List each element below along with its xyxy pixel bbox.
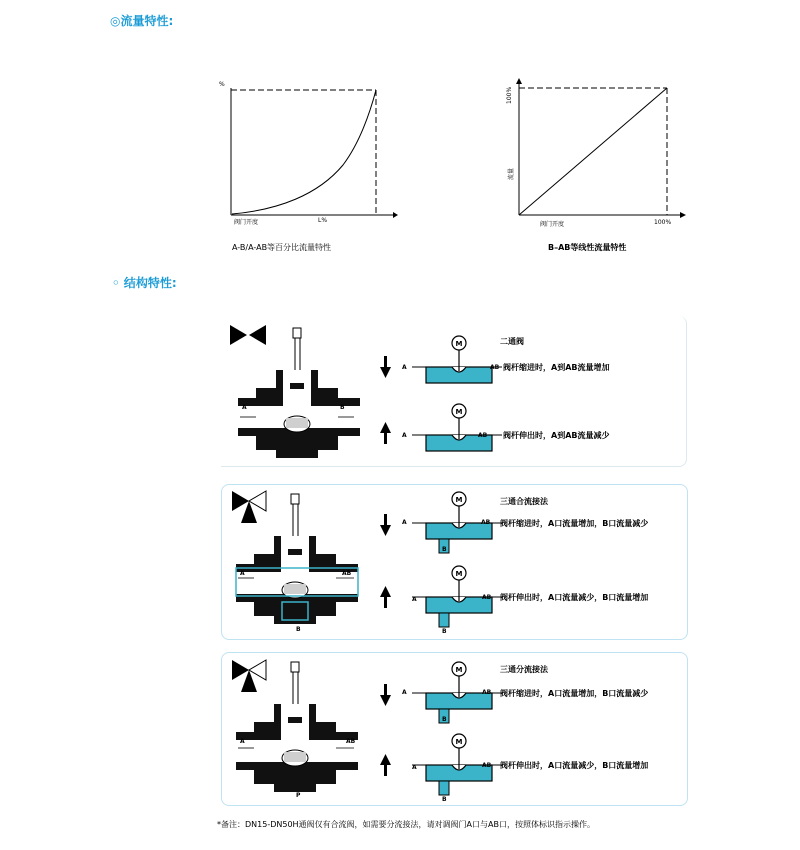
x-axis-arrow xyxy=(393,212,398,218)
stem-retract-arrow xyxy=(380,514,392,536)
stem-extend-arrow xyxy=(380,754,392,776)
panel1-port-b: B xyxy=(340,404,345,411)
panel2-port-a: A xyxy=(240,570,245,577)
panel3-port-ab: AB xyxy=(346,738,356,745)
panel2-row1-schematic xyxy=(412,496,502,566)
panel1-row2-text: 阀杆伸出时，A到AB流量减少 xyxy=(503,431,610,440)
structure-characteristics-heading: ◦ 结构特性: xyxy=(112,276,177,290)
right-chart-caption: B–AB等线性流量特性 xyxy=(548,243,627,252)
panel2-row2-in-label: A xyxy=(412,596,417,603)
panel3-row2-text: 阀杆伸出时，A口流量减少，B口流量增加 xyxy=(500,761,649,770)
right-chart-y-mid-label: 流量 xyxy=(508,167,515,180)
panel1-row2-in-label: A xyxy=(402,432,407,439)
panel1-port-a: A xyxy=(242,404,247,411)
panel3-row1-schematic xyxy=(412,666,502,736)
linear-chart xyxy=(512,78,692,218)
panel1-row1-schematic xyxy=(412,340,502,400)
panel1-row1-text: 阀杆缩进时，A到AB流量增加 xyxy=(503,363,610,372)
equal-percentage-chart xyxy=(218,80,398,220)
panel2-row2-text: 阀杆伸出时，A口流量减少，B口流量增加 xyxy=(500,593,649,602)
panel2-port-b: B xyxy=(296,626,301,633)
panel3-port-a: A xyxy=(240,738,245,745)
panel3-row1-text: 阀杆缩进时，A口流量增加，B口流量减少 xyxy=(500,689,649,698)
panel3-row2-out-label: AB xyxy=(482,762,492,769)
linear-line xyxy=(519,88,667,215)
panel2-port-ab: AB xyxy=(342,570,352,577)
stem-retract-arrow xyxy=(380,356,392,378)
x-axis-arrow xyxy=(680,212,686,218)
panel2-row1-bottom-label: B xyxy=(442,546,447,553)
right-chart-x-end-label: 100% xyxy=(654,219,672,226)
right-chart-x-label: 阀门开度 xyxy=(540,221,565,228)
panel3-row2-schematic xyxy=(412,738,502,808)
panel3-port-p: P xyxy=(296,792,301,799)
three-way-diverting-section xyxy=(236,662,366,802)
panel3-row1-in-label: A xyxy=(402,689,407,696)
panel2-row1-text: 阀杆缩进时，A口流量增加，B口流量减少 xyxy=(500,519,649,528)
panel1-row2-out-label: AB xyxy=(478,432,488,439)
panel3-title: 三通分流接法 xyxy=(500,665,548,674)
panel1-row2-schematic xyxy=(412,408,502,468)
panel2-row1-out-label: AB xyxy=(481,519,491,526)
panel2-row2-out-label: AB xyxy=(482,594,492,601)
footnote: *备注：DN15-DN50H通阀仅有合流阀，如需要分流接法，请对调阀门A口与AB口，按照体标识指示操作。 xyxy=(217,820,595,829)
stem-extend-arrow xyxy=(380,422,392,444)
panel2-row2-bottom-label: B xyxy=(442,628,447,635)
panel2-title: 三通合流接法 xyxy=(500,497,548,506)
panel2-row2-schematic xyxy=(412,570,502,640)
right-chart-y-label: 100% xyxy=(506,86,513,104)
panel2-row1-in-label: A xyxy=(402,519,407,526)
two-way-valve-section xyxy=(238,328,368,468)
panel3-row2-bottom-label: B xyxy=(442,796,447,803)
panel3-row1-bottom-label: B xyxy=(442,716,447,723)
flow-characteristics-heading: ◎流量特性: xyxy=(110,14,174,28)
left-chart-x-mid-label: L% xyxy=(318,217,328,224)
panel3-row1-out-label: AB xyxy=(482,689,492,696)
y-axis-arrow xyxy=(516,78,522,84)
panel1-row1-in-label: A xyxy=(402,364,407,371)
equal-percentage-curve xyxy=(232,90,376,214)
left-chart-y-label: % xyxy=(219,81,225,88)
left-chart-caption: A-B/A-AB等百分比流量特性 xyxy=(232,243,332,252)
panel1-row1-out-label: AB xyxy=(490,364,500,371)
three-way-mixing-section xyxy=(236,494,366,634)
panel1-title: 二通阀 xyxy=(500,337,524,346)
left-chart-x-label: 阀门开度 xyxy=(234,219,259,226)
stem-extend-arrow xyxy=(380,586,392,608)
stem-retract-arrow xyxy=(380,684,392,706)
panel3-row2-in-label: A xyxy=(412,764,417,771)
